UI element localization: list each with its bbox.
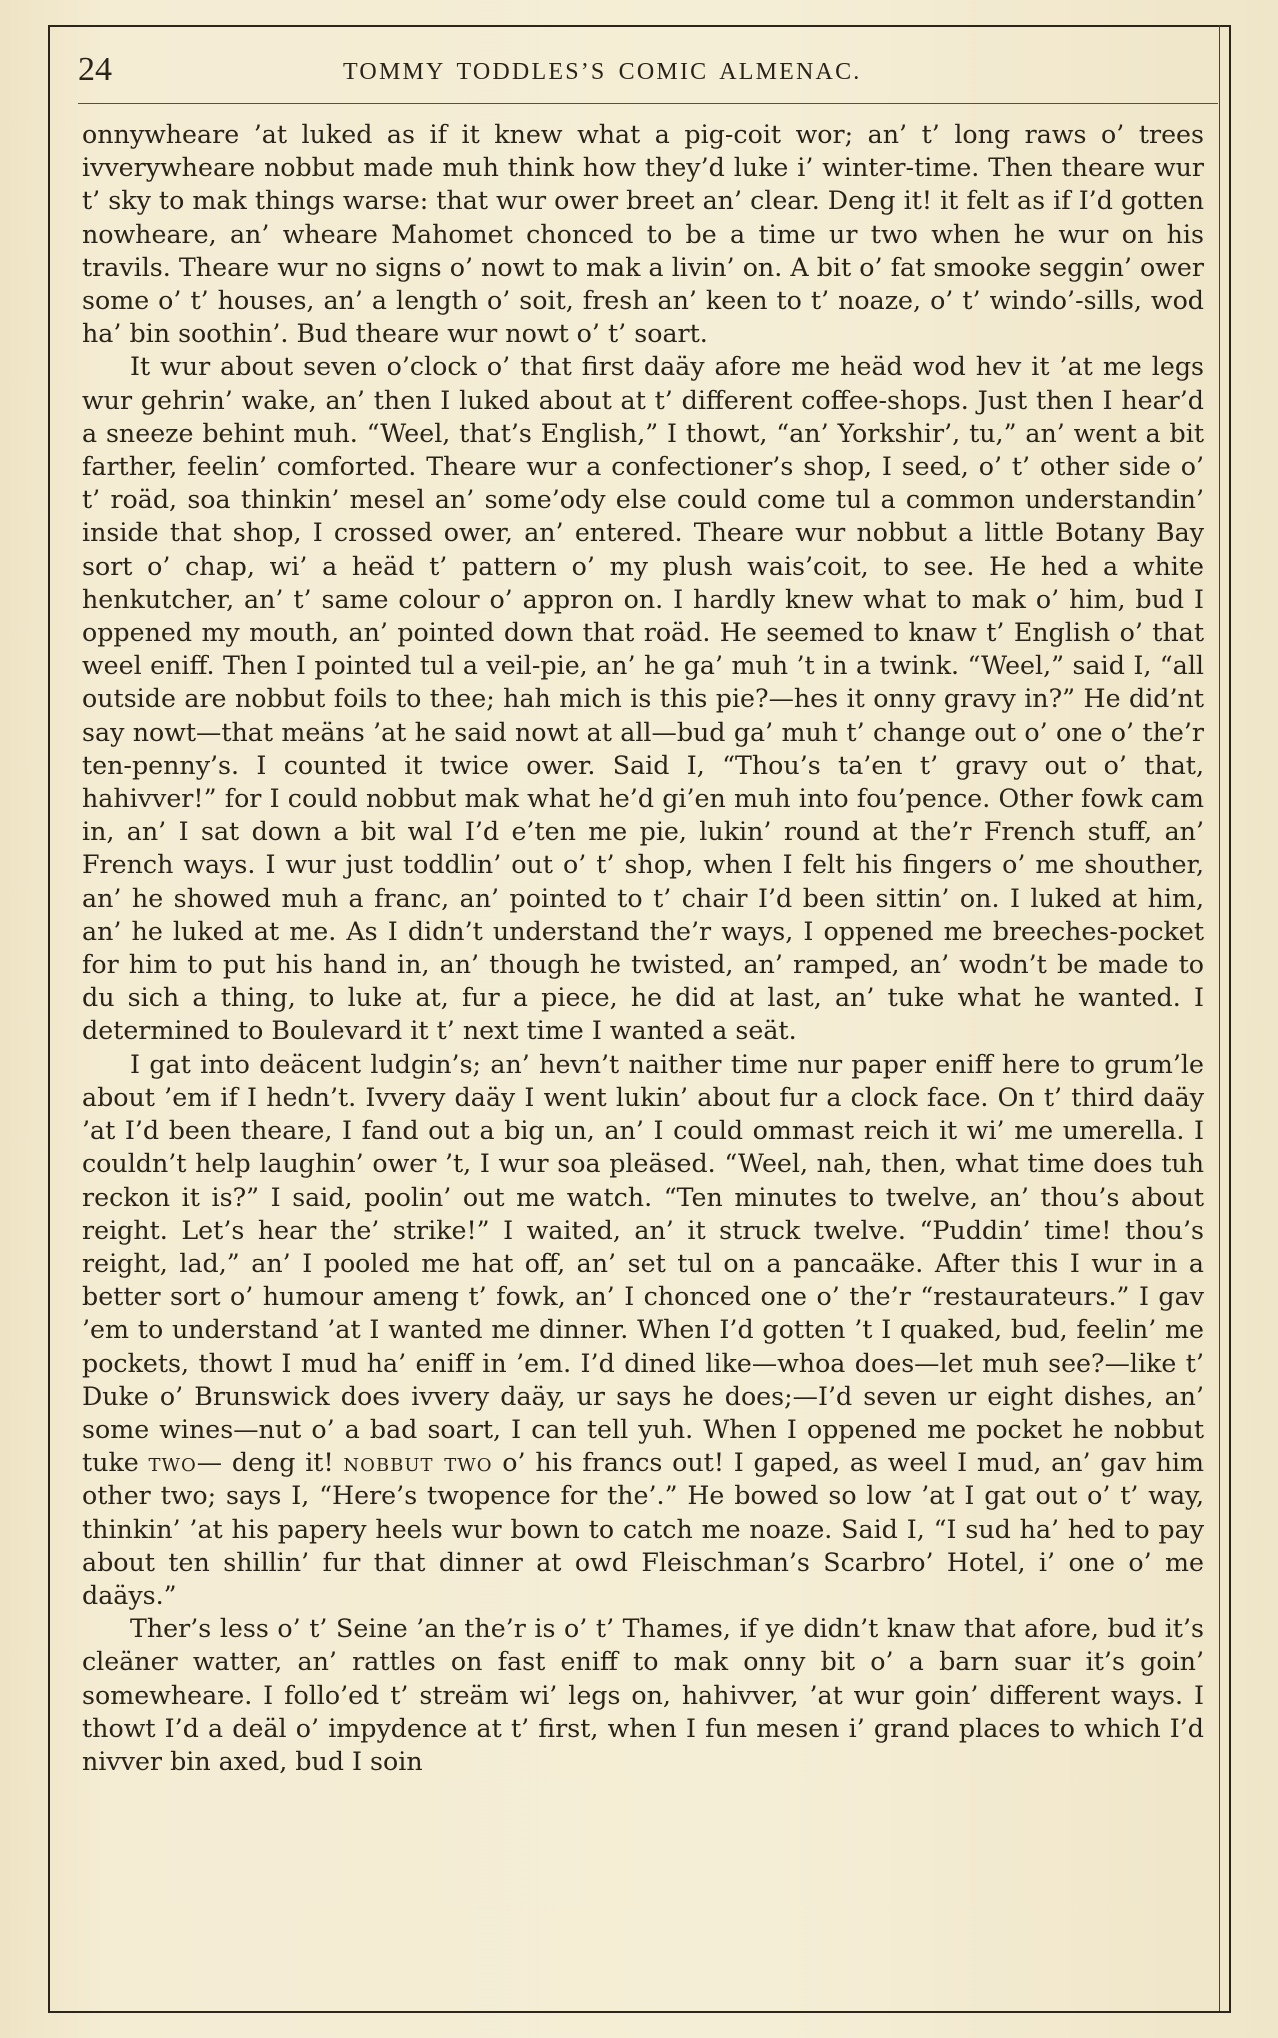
- frame-right-outer-rule: [1229, 25, 1231, 2013]
- paragraph-1: onnywheare ’at luked as if it knew what a pig-coit wor; an’ t’ long raws o’ trees ivverywheare nobbut made muh think how they’d luke i’ winter-time. Then theare wur t’ sky to mak things warse: that wur ower breet an’ clear. Deng it! it felt as if I’d gotten nowheare, an’ wheare Mahomet chonced to be a time ur two when he wur on his travils. Theare wur no signs o’ nowt to mak a livin’ on. A bit o’ fat smooke seggin’ ower some o’ t’ houses, an’ a length o’ soit, fresh an’ keen to t’ noaze, o’ t’ windo’-sills, wod ha’ bin soothin’. Bud theare wur nowt o’ t’ soart.: [82, 120, 1204, 349]
- running-title: TOMMY TODDLES’S COMIC ALMENAC.: [343, 59, 862, 85]
- frame-left-rule: [48, 25, 50, 2013]
- frame-bottom-rule: [48, 2011, 1231, 2013]
- paragraph-3-text-a: I gat into deäcent ludgin’s; an’ hevn’t naither time nur paper eniff here to grum’le about ’em if I hedn’t. Ivvery daäy I went lukin’ about fur a clock face. On t’ third daäy ’at I’d been theare, I fand out a big un, an’ I could ommast reich it wi’ me umerella. I couldn’t help laughin’ ower ’t, I wur soa pleäsed. “Weel, nah, then, what time does tuh reckon it is?” I said, poolin’ out me watch. “Ten minutes to twelve, an’ thou’s about reight. Let’s hear the’ strike!” I waited, an’ it struck twelve. “Puddin’ time! thou’s reight, lad,” an’ I pooled me hat off, an’ set tul on a pancaäke. After this I wur in a better sort o’ humour ameng t’ fowk, an’ I chonced one o’ the’r “restaurateurs.” I gav ’em to understand ’at I wanted me dinner. When I’d gotten ’t I quaked, bud, feelin’ me pockets, thowt I mud ha’ eniff in ’em. I’d dined like—whoa does—let muh see?—like t’ Duke o’ Brunswick does ivvery daäy, ur says he does;—I’d seven ur eight dishes, an’ some wines—nut o’ a bad soart, I can tell yuh. When I oppened me pocket he nobbut tuke: [82, 1049, 1204, 1478]
- paragraph-3: [82, 1048, 1204, 1612]
- page-header: [78, 46, 1208, 96]
- paragraph-3-smallcaps-1: two: [148, 1448, 197, 1478]
- frame-right-inner-rule: [1219, 25, 1220, 2013]
- paragraph-3-text-c: o’ his francs out! I gaped, as weel I mud, an’ gav him other two; says I, “Here’s twopence for the’.” He bowed so low ’at I gat out o’ t’ way, thinkin’ ’at his papery heels wur bown to catch me noaze. Said I, “I sud ha’ hed to pay about ten shillin’ fur that dinner at owd Fleischman’s Scarbro’ Hotel, i’ one o’ me daäys.”: [82, 1448, 1204, 1610]
- body-text: [82, 118, 1204, 1778]
- paragraph-3-smallcaps-2: nobbut two: [343, 1448, 493, 1478]
- paragraph-2: It wur about seven o’clock o’ that first daäy afore me heäd wod hev it ’at me legs wur gehrin’ wake, an’ then I luked about at t’ different coffee-shops. Just then I hear’d a sneeze behint muh. “Weel, that’s English,” I thowt, “an’ Yorkshir’, tu,” an’ went a bit farther, feelin’ comforted. Theare wur a confectioner’s shop, I seed, o’ t’ other side o’ t’ roäd, soa thinkin’ mesel an’ some’ody else could come tul a common understandin’ inside that shop, I crossed ower, an’ entered. Theare wur nobbut a little Botany Bay sort o’ chap, wi’ a heäd t’ pattern o’ my plush wais’coit, to see. He hed a white henkutcher, an’ t’ same colour o’ appron on. I hardly knew what to mak o’ him, bud I oppened my mouth, an’ pointed down that roäd. He seemed to knaw t’ English o’ that weel eniff. Then I pointed tul a veil-pie, an’ he ga’ muh ’t in a twink. “Weel,” said I, “all outside are nobbut foils to thee; hah mich is this pie?—hes it onny gravy in?” He did’nt say nowt—that meäns ’at he said nowt at all—bud ga’ muh t’ change out o’ one o’ the’r ten-penny’s. I counted it twice ower. Said I, “Thou’s ta’en t’ gravy out o’ that, hahivver!” for I could nobbut mak what he’d gi’en muh into fou’pence. Other fowk cam in, an’ I sat down a bit wal I’d e’ten me pie, lukin’ round at the’r French stuff, an’ French ways. I wur just toddlin’ out o’ t’ shop, when I felt his fingers o’ me shouther, an’ he showed muh a franc, an’ pointed to t’ chair I’d been sittin’ on. I luked at him, an’ he luked at me. As I didn’t understand the’r ways, I oppened me breeches-pocket for him to put his hand in, an’ though he twisted, an’ ramped, an’ wodn’t be made to du sich a thing, to luke at, fur a piece, he did at last, an’ tuke what he wanted. I determined to Boulevard it t’ next time I wanted a seät.: [82, 352, 1204, 1046]
- frame-top-rule: [48, 25, 1231, 27]
- paragraph-4: Ther’s less o’ t’ Seine ’an the’r is o’ t’ Thames, if ye didn’t knaw that afore, bud it’s cleäner watter, an’ rattles on fast eniff to mak onny bit o’ a barn suar it’s goin’ somewheare. I follo’ed t’ streäm wi’ legs on, hahivver, ’at wur goin’ different ways. I thowt I’d a deäl o’ impydence at t’ first, when I fun mesen i’ grand places to which I’d nivver bin axed, bud I soin: [82, 1614, 1204, 1776]
- paragraph-3-text-b: — deng it!: [196, 1448, 334, 1478]
- page-number: 24: [78, 51, 112, 88]
- header-divider: [78, 103, 1218, 104]
